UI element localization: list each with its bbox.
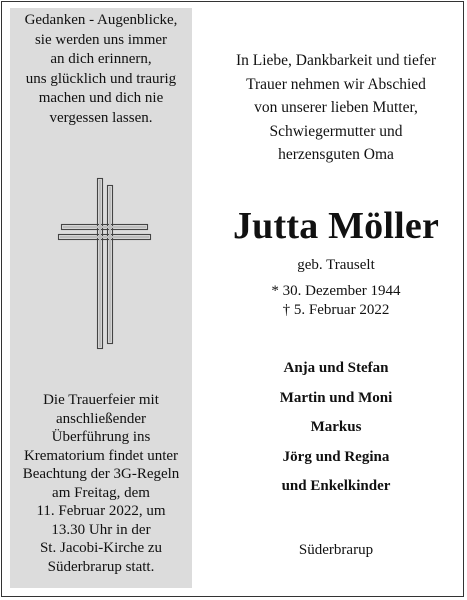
mourners-list: [205, 358, 467, 506]
funeral-notice: Die Trauerfeier mit anschließender Überführung ins Krematorium findet unter Beachtung der 3G-Regeln am Freitag, dem 11. Februar 2022, um 13.30 Uhr in der St. Jacobi-Kirche zu Süderbrarup statt.: [22, 392, 180, 575]
death-date: † 5. Februar 2022: [282, 302, 390, 318]
memorial-poem: Gedanken - Augenblicke, sie werden uns immer an dich erinnern, uns glücklich und traurig machen und dich nie vergessen lassen.: [24, 12, 178, 126]
mourner-entry: Anja und Stefan: [283, 360, 389, 376]
mourner-entry: Martin und Moni: [279, 389, 393, 406]
mourner-entry: Jörg und Regina: [282, 448, 390, 465]
mourner-entry: Markus: [310, 419, 362, 436]
deceased-name: Jutta Möller: [232, 205, 440, 247]
sidebar-panel: [10, 8, 192, 588]
intro-text: In Liebe, Dankbarkeit und tiefer Trauer nehmen wir Abschied von unserer lieben Mutter, Schwiegermutter und herzensguten Oma: [235, 52, 437, 163]
place-name: Süderbrarup: [298, 542, 374, 558]
mourner-entry: und Enkelkinder: [281, 478, 391, 495]
birth-date: * 30. Dezember 1944: [271, 283, 401, 299]
maiden-name: geb. Trauselt: [297, 257, 375, 273]
double-line-cross-icon: [57, 176, 153, 352]
